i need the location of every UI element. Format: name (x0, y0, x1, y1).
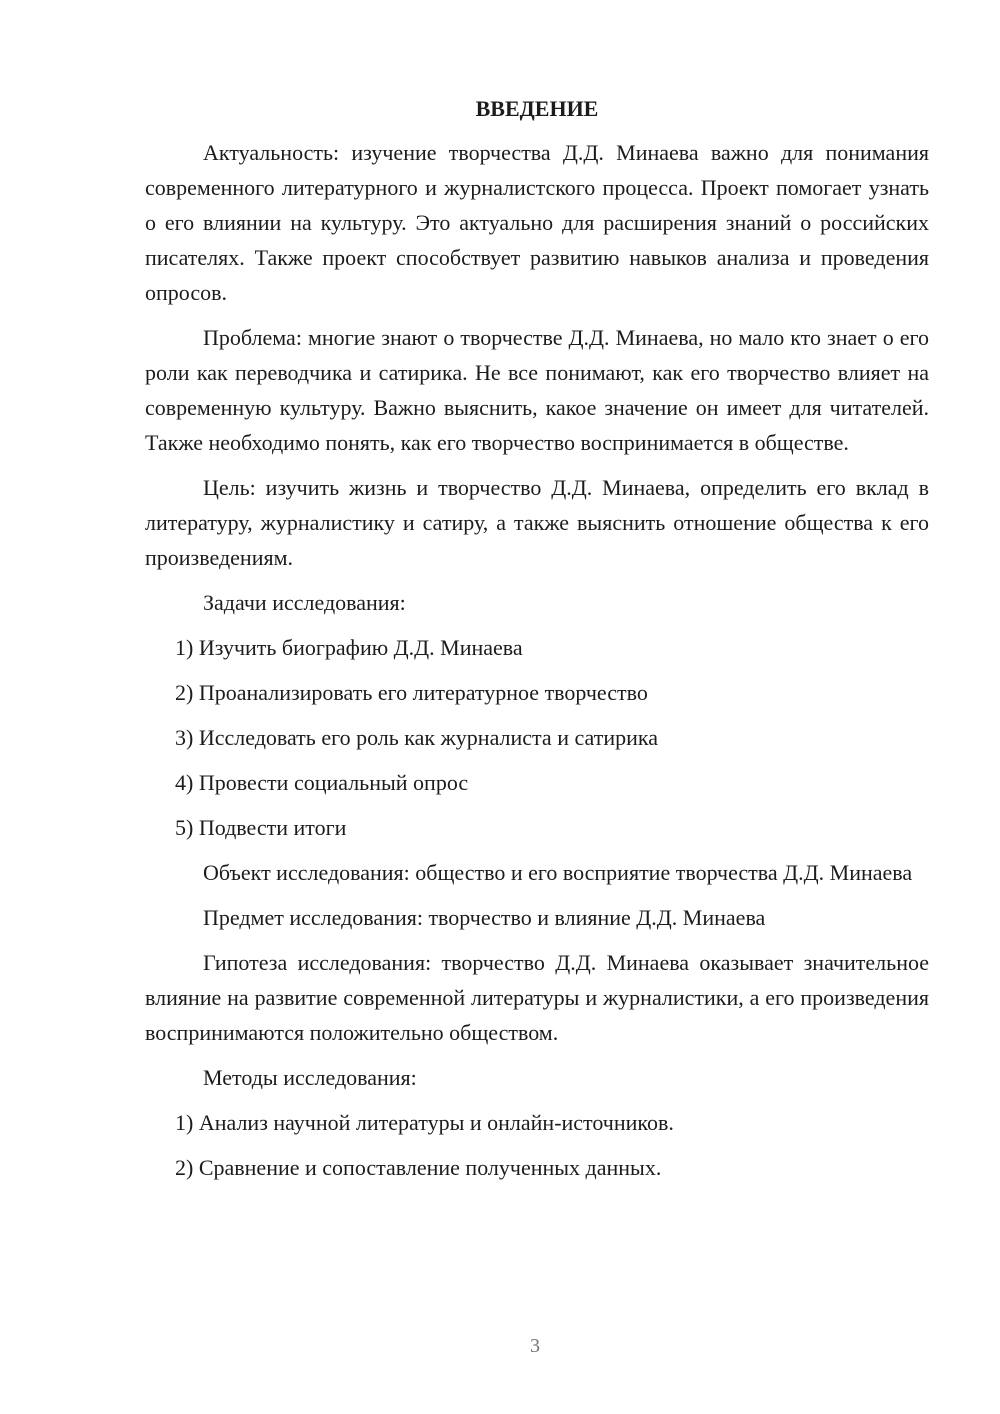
object-paragraph: Объект исследования: общество и его восприятие творчества Д.Д. Минаева (203, 860, 913, 885)
list-item: 5) Подвести итоги (175, 815, 347, 840)
tasks-heading: Задачи исследования: (203, 590, 406, 615)
subject-paragraph: Предмет исследования: творчество и влияние Д.Д. Минаева (203, 905, 766, 930)
page-number: 3 (530, 1335, 540, 1357)
problem-paragraph: Проблема: многие знают о творчестве Д.Д. Минаева, но мало кто знает о его роли как переводчика и сатирика. Не все понимают, как его творчество влияет на современную культуру. Важно выяснить, какое значение он имеет для читателей. Также необходимо понять, как его творчество воспринимается в обществе. (145, 325, 929, 455)
list-item: 4) Провести социальный опрос (175, 770, 469, 795)
list-item: 1) Анализ научной литературы и онлайн-источников. (175, 1110, 674, 1135)
section-title: ВВЕДЕНИЕ (475, 96, 599, 121)
list-item: 1) Изучить биографию Д.Д. Минаева (175, 635, 523, 660)
document-page (145, 94, 929, 1195)
list-item: 2) Проанализировать его литературное творчество (175, 680, 648, 705)
goal-paragraph: Цель: изучить жизнь и творчество Д.Д. Минаева, определить его вклад в литературу, журналистику и сатиру, а также выяснить отношение общества к его произведениям. (145, 475, 929, 570)
tasks-list (145, 630, 929, 845)
relevance-paragraph: Актуальность: изучение творчества Д.Д. Минаева важно для понимания современного литературного и журналистского процесса. Проект помогает узнать о его влиянии на культуру. Это актуально для расширения знаний о российских писателях. Также проект способствует развитию навыков анализа и проведения опросов. (145, 140, 929, 305)
hypothesis-paragraph: Гипотеза исследования: творчество Д.Д. Минаева оказывает значительное влияние на развитие современной литературы и журналистики, а его произведения воспринимаются положительно обществом. (145, 950, 929, 1045)
methods-list (145, 1105, 929, 1185)
methods-heading: Методы исследования: (203, 1065, 417, 1090)
list-item: 2) Сравнение и сопоставление полученных данных. (175, 1155, 662, 1180)
list-item: 3) Исследовать его роль как журналиста и сатирика (175, 725, 658, 750)
